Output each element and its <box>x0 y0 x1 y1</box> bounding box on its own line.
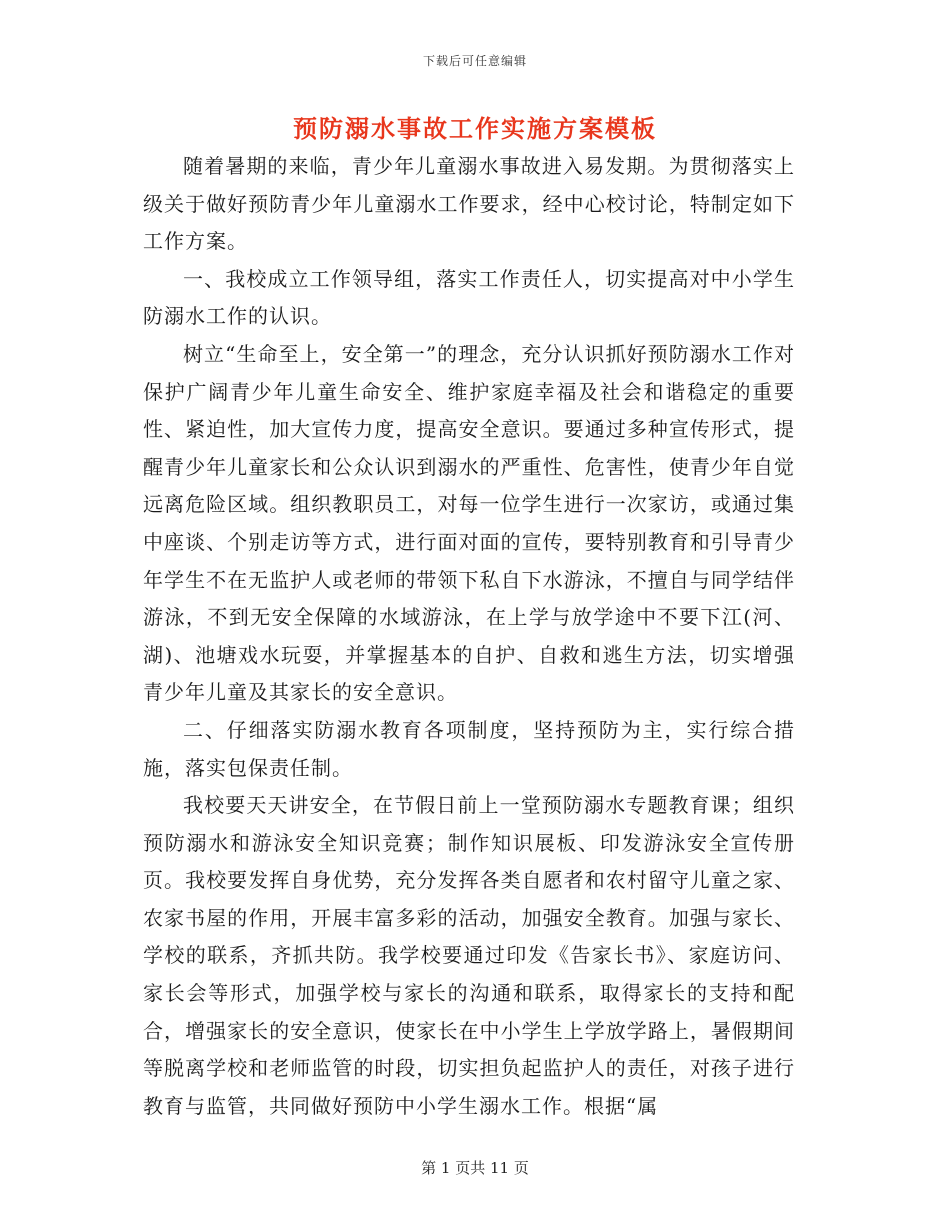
paragraph-section-2-body: 我校要天天讲安全，在节假日前上一堂预防溺水专题教育课；组织预防溺水和游泳安全知识竞赛；制作知识展板、印发游泳安全宣传册页。我校要发挥自身优势，充分发挥各类自愿者和农村留守儿童之家、农家书屋的作用，开展丰富多彩的活动，加强安全教育。加强与家长、学校的联系，齐抓共防。我学校要通过印发《告家长书》、家庭访问、家长会等形式，加强学校与家长的沟通和联系，取得家长的支持和配合，增强家长的安全意识，使家长在中小学生上学放学路上，暑假期间等脱离学校和老师监管的时段，切实担负起监护人的责任，对孩子进行教育与监管，共同做好预防中小学生溺水工作。根据“属 <box>143 793 795 1118</box>
paragraph-section-1-heading: 一、我校成立工作领导组，落实工作责任人，切实提高对中小学生防溺水工作的认识。 <box>143 266 795 329</box>
page-footer: 第 1 页共 11 页 <box>421 1159 529 1177</box>
paragraph-intro: 随着暑期的来临，青少年儿童溺水事故进入易发期。为贯彻落实上级关于做好预防青少年儿童溺水工作要求，经中心校讨论，特制定如下工作方案。 <box>143 154 795 254</box>
document-body <box>143 148 795 1125</box>
header-note: 下载后可任意编辑 <box>422 54 527 68</box>
document-title: 预防溺水事故工作实施方案模板 <box>293 114 657 143</box>
paragraph-section-2-heading: 二、仔细落实防溺水教育各项制度，坚持预防为主，实行综合措施，落实包保责任制。 <box>143 717 795 780</box>
paragraph-section-1-body: 树立“生命至上，安全第一”的理念，充分认识抓好预防溺水工作对保护广阔青少年儿童生命安全、维护家庭幸福及社会和谐稳定的重要性、紧迫性，加大宣传力度，提高安全意识。要通过多种宣传形式，提醒青少年儿童家长和公众认识到溺水的严重性、危害性，使青少年自觉远离危险区域。组织教职员工，对每一位学生进行一次家访，或通过集中座谈、个别走访等方式，进行面对面的宣传，要特别教育和引导青少年学生不在无监护人或老师的带领下私自下水游泳，不擅自与同学结伴游泳，不到无安全保障的水域游泳，在上学与放学途中不要下江(河、湖)、池塘戏水玩耍，并掌握基本的自护、自救和逃生方法，切实增强青少年儿童及其家长的安全意识。 <box>143 341 795 705</box>
